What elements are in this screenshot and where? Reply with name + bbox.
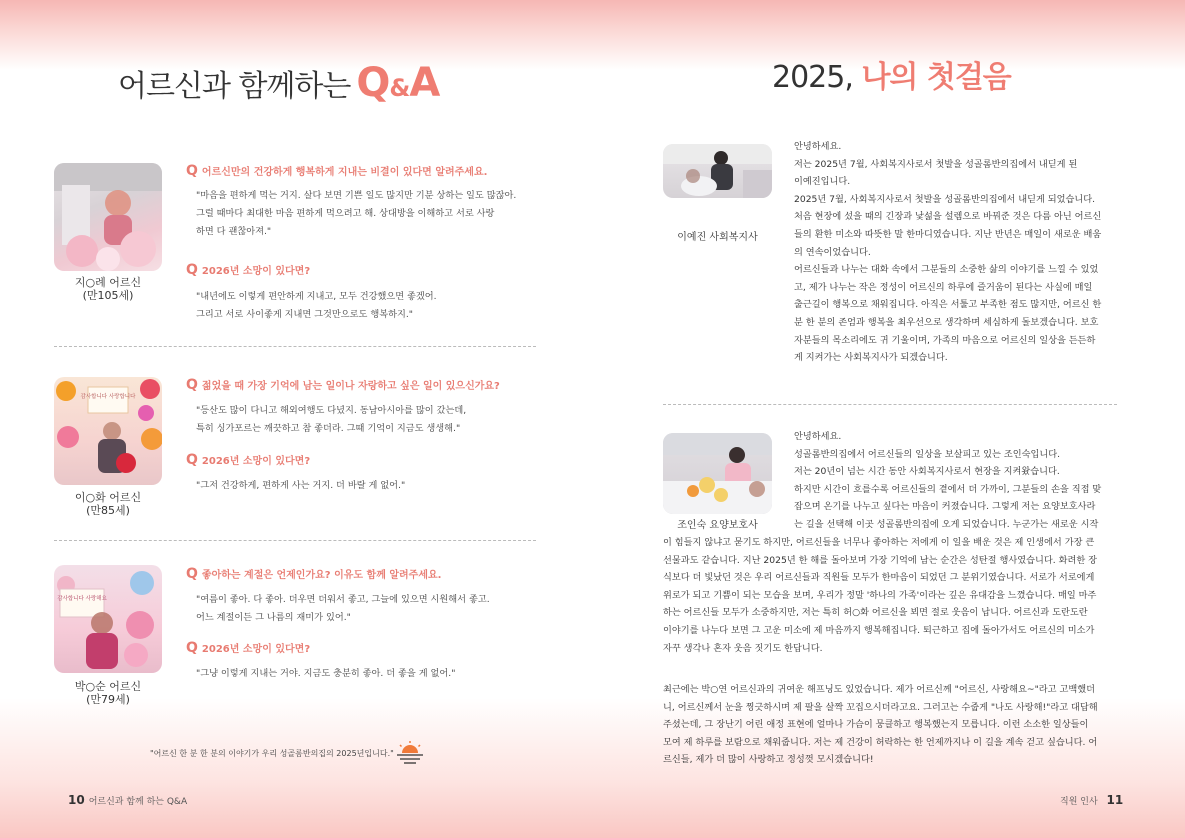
staff1-letter: 안녕하세요. 저는 2025년 7월, 사회복지사로서 첫발을 성골롬반의집에서 내딛게 된 이예진입니다. 2025년 7월, 사회복지사로서 첫발을 성골롬반의집에서 내딛게 되었습니다. 처음 현장에 섰을 때의 긴장과 낯섦을 설렘으로 바꿔준 것은 다름 아닌 어르신 들의 환한 미소와 따뜻한 말 한마디였습니다. 지난 반년은 매일이 새로운 배움 의 연속이었습니다. 어르신들과 나누는 대화 속에서 그분들의 소중한 삶의 이야기를 느낄 수 있었 고, 제가 나누는 작은 정성이 어르신의 하루에 즐거움이 된다는 사실에 매일 출근길이 행복으로 채워집니다. 아직은 서툴고 부족한 점도 많지만, 어르신 한 분 한 분의 존엄과 행복을 최우선으로 생각하며 세심하게 돌보겠습니다. 보호 자분들의 목소리에도 귀 기울이며, 가족의 마음으로 어르신의 일상을 든든하 게 지켜가는 사회복지사가 되겠습니다. [794, 141, 1102, 364]
answer-2-2: "그저 건강하게, 편하게 사는 거지. 더 바랄 게 없어." [196, 480, 406, 491]
question-2-1: Q 젊었을 때 가장 기억에 남는 일이나 자랑하고 싶은 일이 있으신가요? [186, 377, 500, 393]
elder-photo-1 [54, 163, 162, 271]
right-page-title [772, 52, 1011, 96]
photo-sign-2: 감사합니다 사랑해요 [57, 596, 107, 602]
title-main-right: 나의 첫걸음 [861, 60, 1011, 95]
sunrise-icon [395, 740, 425, 770]
left-page-title [118, 60, 439, 106]
question-1-2: Q 2026년 소망이 있다면? [186, 262, 311, 278]
right-page-number: 11 [1106, 793, 1124, 807]
elder-name-1: 지○례 어르신 [74, 276, 142, 289]
photo-sign-1: 감사합니다 사랑합니다 [80, 394, 136, 400]
question-3-2: Q 2026년 소망이 있다면? [186, 640, 311, 656]
left-page-label: 어르신과 함께 하는 Q&A [88, 797, 188, 807]
answer-1-1: "마음을 편하게 먹는 거지. 살다 보면 기쁜 일도 많지만 기분 상하는 일도 많잖아. 그럴 때마다 최대한 마음 편하게 먹으려고 해. 상대방을 이해하고 서로 사랑 하면 다 괜찮아져." [196, 190, 517, 237]
title-main: 어르신과 함께하는 [118, 69, 351, 104]
elder-caption-3 [54, 680, 162, 706]
section-divider-2 [54, 540, 536, 541]
right-page-label: 직원 인사 [1060, 797, 1098, 807]
elder-age-3: (만79세) [86, 693, 130, 706]
staff-caption-1: 이예진 사회복지사 [677, 232, 758, 243]
staff-photo-2 [663, 433, 772, 514]
closing-quote: "어르신 한 분 한 분의 이야기가 우리 성골롬반의집의 2025년입니다." [150, 749, 394, 758]
right-footer [1060, 793, 1123, 807]
left-footer [68, 793, 187, 807]
elder-age-1: (만105세) [82, 289, 134, 302]
staff2-letter-end: 최근에는 박○연 어르신과의 귀여운 해프닝도 있었습니다. 제가 어르신께 "어르신, 사랑해요~"라고 고백했더 니, 어르신께서 눈을 찡긋하시며 제 팔을 살짝 꼬집으시더라고요. 그러고는 수줍게 "나도 사랑해!"라고 대답해 주셨는데, 그 장난기 어린 애정 표현에 얼마나 가슴이 뭉클하고 행복했는지 모릅니다. 이런 소소한 일상들이 모여 제 하루를 보람으로 채워줍니다. 저는 제 건강이 허락하는 한 언제까지나 이 길을 계속 걷고 싶습니다. 어 르신들, 제가 더 많이 사랑하고 정성껏 모시겠습니다! [663, 684, 1098, 766]
elder-caption-1 [54, 276, 162, 302]
elder-name-3: 박○순 어르신 [74, 680, 142, 693]
left-page-number: 10 [68, 793, 85, 807]
title-year: 2025, [772, 60, 853, 95]
elder-photo-3 [54, 565, 162, 673]
answer-3-2: "그냥 이렇게 지내는 거야. 지금도 충분히 좋아. 더 좋을 게 없어." [196, 668, 456, 679]
staff-photo-1 [663, 144, 772, 198]
elder-caption-2 [54, 491, 162, 517]
elder-age-2: (만85세) [86, 504, 130, 517]
section-divider-1 [54, 346, 536, 347]
staff2-letter-body: 이 힘들지 않냐고 묻기도 하지만, 어르신들을 너무나 좋아하는 저에게 이 일을 배운 것은 제 인생에서 가장 큰 선물과도 같습니다. 지난 2025년 한 해를 돌아보며 가장 기억에 남는 순간은 성탄절 행사였습니다. 화려한 장 식보다 더 빛났던 것은 우리 어르신들과 직원들 모두가 한마음이 되었던 그 분위기였습니다. 서로가 서로에게 위로가 되고 기쁨이 되는 모습을 보며, 우리가 정말 '하나의 가족'이라는 깊은 유대감을 느꼈습니다. 매일 마주 하는 어르신들 모두가 소중하지만, 저는 특히 허○화 어르신을 뵈면 절로 웃음이 납니다. 어르신과 도란도란 이야기를 나누다 보면 그 고운 미소에 제 마음까지 행복해집니다. 퇴근하고 집에 돌아가서도 어르신의 미소가 자꾸 생각나 혼자 웃음 짓기도 한답니다. [663, 537, 1097, 654]
question-2-2: Q 2026년 소망이 있다면? [186, 452, 311, 468]
right-divider [663, 404, 1117, 405]
elder-name-2: 이○화 어르신 [74, 491, 142, 504]
staff2-letter-top: 안녕하세요. 성골롬반의집에서 어르신들의 일상을 보살피고 있는 조인숙입니다. 저는 20년이 넘는 시간 동안 사회복지사로서 현장을 지켜왔습니다. 하지만 시간이 흐를수록 어르신들의 곁에서 더 가까이, 그분들의 손을 직접 맞 잡으며 온기를 나누고 싶다는 마음이 커졌습니다. 그렇게 저는 요양보호사라 는 길을 선택해 이곳 성골롬반의집에 오게 되었습니다. 누군가는 새로운 시작 [794, 431, 1102, 530]
question-1-1: Q 어르신만의 건강하게 행복하게 지내는 비결이 있다면 알려주세요. [186, 163, 488, 179]
answer-2-1: "등산도 많이 다니고 해외여행도 다녔지. 동남아시아를 많이 갔는데, 특히 싱가포르는 깨끗하고 참 좋더라. 그때 기억이 지금도 생생해." [196, 405, 467, 434]
staff-caption-2: 조인숙 요양보호사 [677, 520, 758, 531]
title-qa: Q&A [356, 60, 440, 106]
elder-photo-2 [54, 377, 162, 485]
answer-3-1: "여름이 좋아. 다 좋아. 더우면 더워서 좋고, 그늘에 있으면 시원해서 좋고. 어느 계절이든 그 나름의 재미가 있어." [196, 594, 490, 623]
question-3-1: Q 좋아하는 계절은 언제인가요? 이유도 함께 알려주세요. [186, 566, 442, 582]
answer-1-2: "내년에도 이렇게 편안하게 지내고, 모두 건강했으면 좋겠어. 그리고 서로 사이좋게 지내면 그것만으로도 행복하지." [196, 291, 437, 320]
